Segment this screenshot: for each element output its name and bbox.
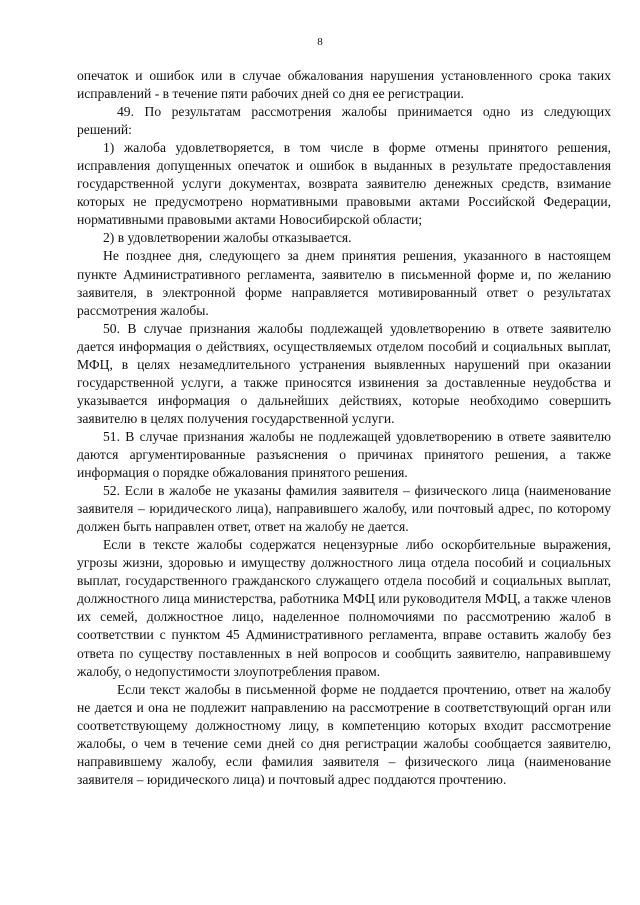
paragraph-51: 51. В случае признания жалобы не подлежащей удовлетворению в ответе заявителю даются аргументированные разъяснения о причинах принятого решения, а также информация о порядке обжалования принятого решения. (77, 428, 611, 481)
document-body (77, 67, 611, 789)
list-item-2: 2) в удовлетворении жалобы отказывается. (103, 230, 352, 246)
paragraph-unreadable-text: Если текст жалобы в письменной форме не поддается прочтению, ответ на жалобу не дается и она не подлежит направлению на рассмотрение в соответствующий орган или соответствующему должностному лицу, в компетенцию которых входит рассмотрение жалобы, о чем в течение семи дней со дня регистрации жалобы сообщается заявителю, направившему жалобу, если фамилия заявителя – физического лица (наименование заявителя – юридического лица) и почтовый адрес поддаются прочтению. (77, 681, 611, 787)
paragraph-52: 52. Если в жалобе не указаны фамилия заявителя – физического лица (наименование заявителя – юридического лица), направившего жалобу, или почтовый адрес, по которому должен быть направлен ответ, ответ на жалобу не дается. (77, 483, 611, 535)
paragraph-continuation: опечаток и ошибок или в случае обжалования нарушения установленного срока таких исправлений - в течение пяти рабочих дней со дня ее регистрации. (77, 68, 611, 102)
list-item-1: 1) жалоба удовлетворяется, в том числе в форме отмены принятого решения, исправления допущенных опечаток и ошибок в выданных в результате предоставления государственной услуги документах, возврата заявителю денежных средств, взимание которых не предусмотрено нормативными правовыми актами Российской Федерации, нормативными правовыми актами Новосибирской области; (77, 140, 611, 228)
paragraph-deadline: Не позднее дня, следующего за днем принятия решения, указанного в настоящем пункте Административного регламента, заявителю в письменной форме и, по желанию заявителя, в электронной форме направляется мотивированный ответ о результатах рассмотрения жалобы. (77, 248, 611, 318)
page-number: 8 (317, 36, 323, 48)
paragraph-49: 49. По результатам рассмотрения жалобы принимается одно из следующих решений: (77, 104, 611, 138)
paragraph-offensive-content: Если в тексте жалобы содержатся нецензурные либо оскорбительные выражения, угрозы жизни, здоровью и имуществу должностного лица отдела пособий и социальных выплат, государственного гражданского служащего отдела пособий и социальных выплат, должностного лица министерства, работника МФЦ или руководителя МФЦ, а также членов их семей, должностное лицо, наделенное полномочиями по рассмотрению жалоб в соответствии с пунктом 45 Административного регламента, вправе оставить жалобу без ответа по существу поставленных в ней вопросов и сообщить заявителю, направившему жалобу, о недопустимости злоупотребления правом. (77, 537, 611, 679)
paragraph-50: 50. В случае признания жалобы подлежащей удовлетворению в ответе заявителю дается информация о действиях, осуществляемых отделом пособий и социальных выплат, МФЦ, в целях незамедлительного устранения выявленных нарушений при оказании государственной услуги, а также приносятся извинения за доставленные неудобства и указывается информация о дальнейших действиях, которые необходимо совершить заявителю в целях получения государственной услуги. (77, 320, 611, 426)
